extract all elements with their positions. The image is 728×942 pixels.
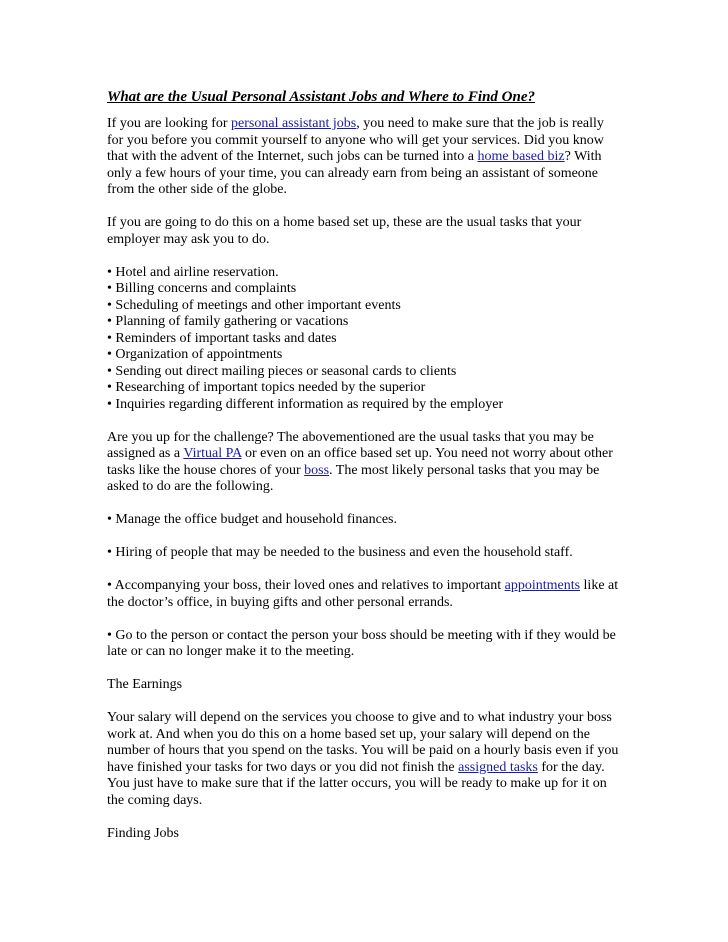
challenge-text-1: Are you up for the challenge? The abovementioned are the usual tasks that you may be assigned as a <box>107 429 594 461</box>
list-item: • Billing concerns and complaints <box>107 281 297 296</box>
bullet-accompanying <box>107 578 619 611</box>
list-item: • Sending out direct mailing pieces or seasonal cards to clients <box>107 363 457 379</box>
earnings-paragraph <box>107 710 619 809</box>
virtual-pa-link[interactable]: Virtual PA <box>183 446 242 461</box>
personal-assistant-jobs-link[interactable]: personal assistant jobs <box>231 116 357 131</box>
intro-text-3: ? With only a few hours of your time, you can already earn from being an assistant of someone from the other side of the globe. <box>107 149 602 197</box>
accompanying-text-1: • Accompanying your boss, their loved ones and relatives to important <box>107 578 505 593</box>
bullet-budget: • Manage the office budget and household finances. <box>107 512 397 527</box>
boss-link[interactable]: boss <box>304 462 330 478</box>
document-title: What are the Usual Personal Assistant Jobs and Where to Find One? <box>107 89 536 105</box>
list-item: • Scheduling of meetings and other important events <box>107 297 401 313</box>
earnings-text-1: Your salary will depend on the services you choose to give and to what industry your boss work at. And when you do this on a home based set up, your salary will depend on the number of hours that you spend on the tasks. You will be paid on a hourly basis even if you have finished your tasks for two days or you did not finish the <box>107 710 619 775</box>
finding-jobs-heading: Finding Jobs <box>107 825 179 841</box>
list-item: • Planning of family gathering or vacations <box>107 314 349 329</box>
list-item: • Organization of appointments <box>107 347 283 362</box>
list-item: • Researching of important topics needed by the superior <box>107 380 426 395</box>
appointments-link[interactable]: appointments <box>504 578 581 593</box>
intro-text-2: , you need to make sure that the job is really for you before you commit yourself to anyone who will get your services. Did you know that with the advent of the Internet, such jobs can be turned into a <box>107 116 604 164</box>
challenge-text-3: . The most likely personal tasks that you may be asked to do are the following. <box>107 462 600 494</box>
intro-text-1: If you are looking for <box>107 116 232 131</box>
list-item: • Reminders of important tasks and dates <box>107 330 337 346</box>
accompanying-text-2: like at the doctor’s office, in buying gifts and other personal errands. <box>107 578 619 610</box>
challenge-paragraph <box>107 430 619 496</box>
intro-paragraph <box>107 116 619 199</box>
earnings-text-2: for the day. You just have to make sure that if the latter occurs, you will be ready to make up for it on the coming days. <box>107 759 607 808</box>
list-item: • Inquiries regarding different information as required by the employer <box>107 396 504 412</box>
usual-tasks-list <box>107 265 619 414</box>
bullet-hiring: • Hiring of people that may be needed to the business and even the household staff. <box>107 545 573 560</box>
earnings-heading: The Earnings <box>107 677 183 692</box>
document-page <box>107 88 619 859</box>
list-item: • Hotel and airline reservation. <box>107 264 279 280</box>
bullet-contact: • Go to the person or contact the person your boss should be meeting with if they would be late or can no longer make it to the meeting. <box>107 627 616 659</box>
tasks-intro-paragraph: If you are going to do this on a home based set up, these are the usual tasks that your employer may ask you to do. <box>107 215 582 247</box>
assigned-tasks-link[interactable]: assigned tasks <box>458 759 538 775</box>
home-based-biz-link[interactable]: home based biz <box>477 149 565 164</box>
challenge-text-2: or even on an office based set up. You need not worry about other tasks like the house chores of your <box>107 446 613 478</box>
